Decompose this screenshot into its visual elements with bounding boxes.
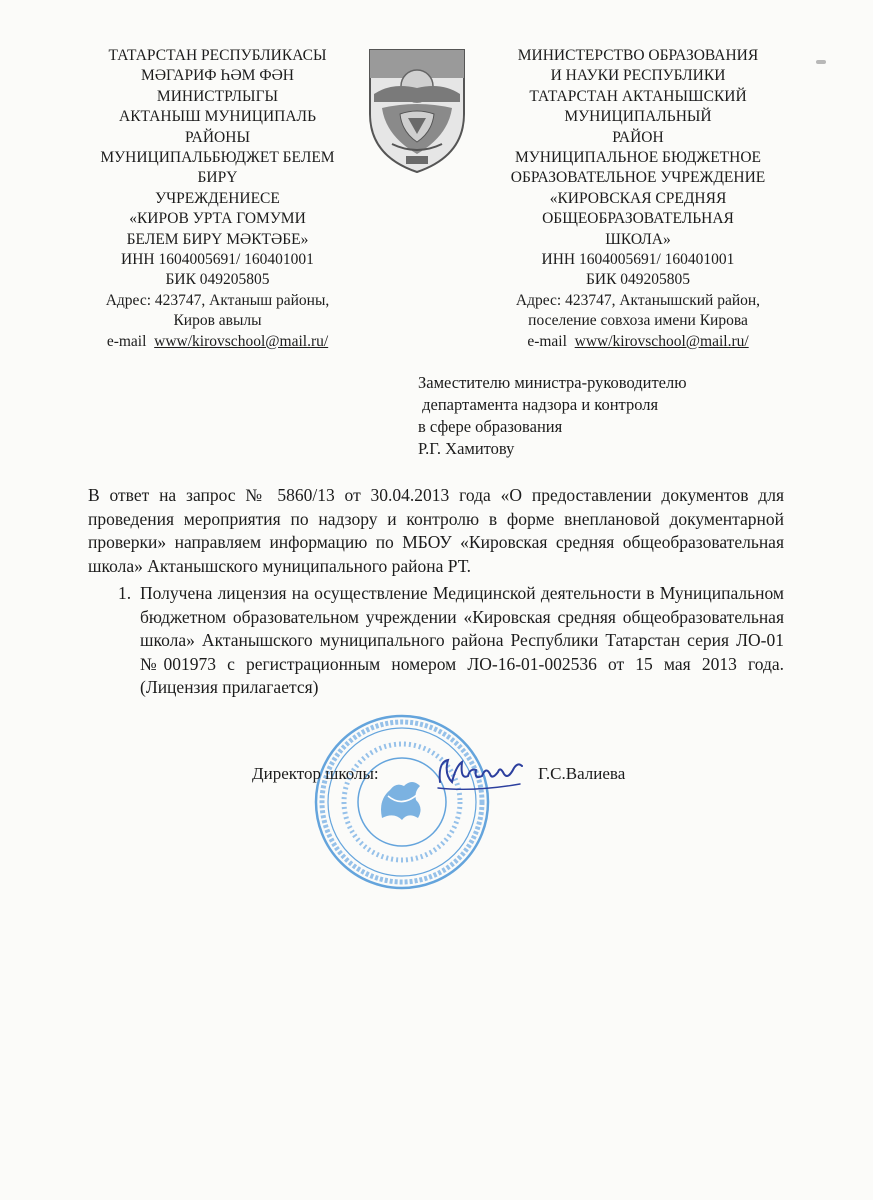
director-name: Г.С.Валиева: [538, 764, 626, 783]
header-right-line: МИНИСТЕРСТВО ОБРАЗОВАНИЯ: [517, 47, 759, 64]
email-link[interactable]: www/kirovschool@mail.ru/: [574, 332, 749, 350]
header-left-line: Киров авылы: [173, 312, 262, 330]
director-label: Директор школы:: [252, 764, 379, 783]
header-left-line: «КИРОВ УРТА ГОМУМИ: [129, 210, 306, 228]
header-right-russian: [488, 46, 788, 352]
official-stamp: [312, 712, 492, 892]
addressee-line: Заместителю министра-руководителю: [418, 373, 687, 392]
scan-smudge: [816, 60, 826, 64]
header-left-line: ТАТАРСТАН РЕСПУБЛИКАСЫ: [108, 47, 327, 64]
header-left-line: МӘГАРИФ ҺӘМ ФӘН: [141, 67, 294, 85]
letter-body-intro: В ответ на запрос № 5860/13 от 30.04.2013 года «О предоставлении документов для проведения мероприятия по надзору и контролю в форме внеплановой документарной проверки» направляем информацию по МБОУ «Кировская средняя общеобразовательная школа» Актанышского муниципального района РТ.: [88, 485, 784, 576]
header-right-line: поселение совхоза имени Кирова: [528, 312, 748, 330]
header-right-line: БИК 049205805: [585, 271, 691, 289]
header-right-line: ОБРАЗОВАТЕЛЬНОЕ УЧРЕЖДЕНИЕ: [510, 169, 766, 187]
addressee-line: департамента надзора и контроля: [418, 395, 659, 414]
email-label: e-mail: [527, 332, 567, 350]
email-link[interactable]: www/kirovschool@mail.ru/: [154, 332, 329, 350]
addressee-block: [418, 372, 687, 460]
header-right-line: ТАТАРСТАН АКТАНЫШСКИЙ: [529, 87, 747, 105]
list-item-text: Получена лицензия на осуществление Медицинской деятельности в Муниципальном бюджетном образовательном учреждении «Кировская средняя общеобразовательная школа» Актанышского муниципального района Республики Татарстан серия ЛО-01 №001973 с регистрационным номером ЛО-16-01-002536 от 15 мая 2013 года. (Лицензия прилагается): [140, 583, 784, 698]
header-right-line: И НАУКИ РЕСПУБЛИКИ: [550, 67, 726, 85]
header-left-line: ИНН 1604005691/ 160401001: [121, 251, 314, 269]
header-right-line: РАЙОН: [612, 128, 664, 146]
coat-of-arms-emblem: [362, 44, 472, 176]
header-left-line: МУНИЦИПАЛЬБЮДЖЕТ БЕЛЕМ: [100, 149, 335, 167]
header-right-email: [488, 332, 788, 352]
header-left-line: БЕЛЕМ БИРҮ МӘКТӘБЕ»: [126, 230, 309, 248]
header-right-line: МУНИЦИПАЛЬНОЕ БЮДЖЕТНОЕ: [515, 149, 761, 167]
header-left-line: Адрес: 423747, Актаныш районы,: [105, 291, 330, 309]
header-left-line: РАЙОНЫ: [185, 128, 250, 146]
header-right-line: МУНИЦИПАЛЬНЫЙ: [564, 108, 712, 126]
addressee-line: в сфере образования: [418, 417, 563, 436]
header-right-line: «КИРОВСКАЯ СРЕДНЯЯ: [549, 189, 727, 207]
list-item-number: 1.: [118, 583, 132, 603]
header-left-line: БИК 049205805: [165, 271, 270, 289]
list-item: [118, 582, 784, 700]
addressee-line: Р.Г. Хамитову: [418, 439, 515, 458]
header-left-email: [70, 332, 365, 352]
header-right-line: Адрес: 423747, Актанышский район,: [515, 291, 761, 309]
handwritten-signature: [434, 752, 526, 794]
header-left-line: БИРҮ: [197, 169, 238, 187]
header-left-line: АКТАНЫШ МУНИЦИПАЛЬ: [119, 108, 316, 126]
email-label: e-mail: [106, 332, 147, 350]
header-left-line: МИНИСТРЛЫГЫ: [156, 87, 279, 105]
header-right-line: ИНН 1604005691/ 160401001: [541, 251, 735, 269]
header-right-line: ШКОЛА»: [605, 230, 671, 248]
header-right-line: ОБЩЕОБРАЗОВАТЕЛЬНАЯ: [542, 210, 734, 228]
header-left-line: УЧРЕЖДЕНИЕСЕ: [155, 189, 280, 207]
header-left-tatar: [70, 46, 365, 352]
